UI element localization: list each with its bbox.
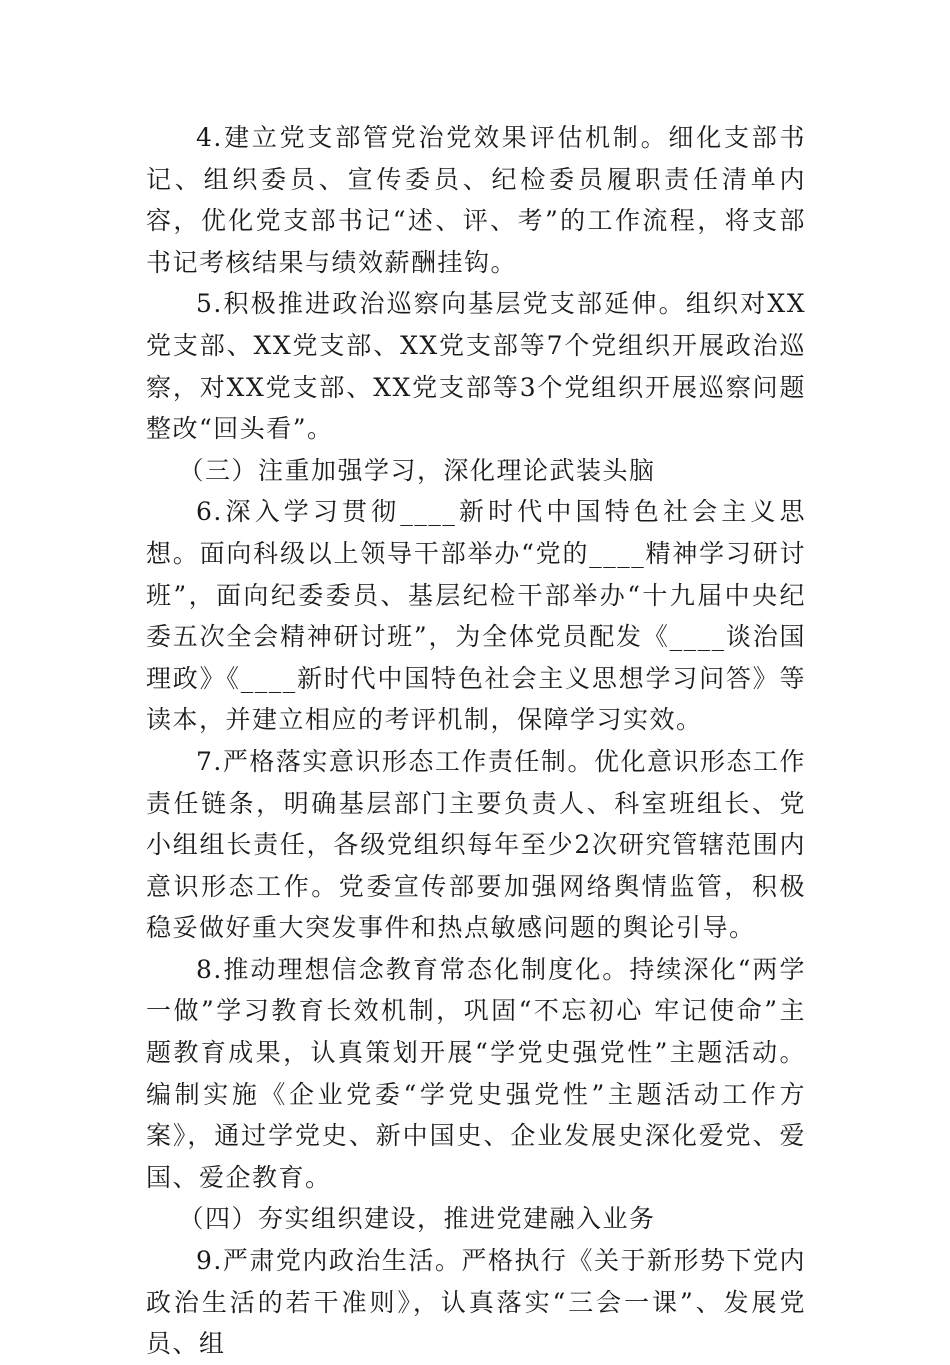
paragraph-5: 5.积极推进政治巡察向基层党支部延伸。组织对XX党支部、XX党支部、XX党支部等7个党组织开展政治巡察，对XX党支部、XX党支部等3个党组织开展巡察问题整改“回头看”。 <box>146 289 806 444</box>
paragraph-9: 9.严肃党内政治生活。严格执行《关于新形势下党内政治生活的若干准则》，认真落实“三会一课”、发展党员、组 <box>146 1246 806 1359</box>
section-heading-3: （三）注重加强学习，深化理论武装头脑 <box>178 455 656 485</box>
document-body <box>146 117 806 1365</box>
paragraph-4: 4.建立党支部管党治党效果评估机制。细化支部书记、组织委员、宣传委员、纪检委员履职责任清单内容，优化党支部书记“述、评、考”的工作流程，将支部书记考核结果与绩效薪酬挂钩。 <box>146 123 806 277</box>
section-heading-4: （四）夯实组织建设，推进党建融入业务 <box>178 1204 656 1234</box>
paragraph-7: 7.严格落实意识形态工作责任制。优化意识形态工作责任链条，明确基层部门主要负责人、科室班组长、党小组组长责任，各级党组织每年至少2次研究管辖范围内意识形态工作。党委宣传部要加强网络舆情监管，积极稳妥做好重大突发事件和热点敏感问题的舆论引导。 <box>146 746 806 943</box>
paragraph-8: 8.推动理想信念教育常态化制度化。持续深化“两学一做”学习教育长效机制，巩固“不忘初心 牢记使命”主题教育成果，认真策划开展“学党史强党性”主题活动。编制实施《企业党委“学党史强党性”主题活动工作方案》，通过学党史、新中国史、企业发展史深化爱党、爱国、爱企教育。 <box>146 954 806 1192</box>
paragraph-6: 6.深入学习贯彻____新时代中国特色社会主义思想。面向科级以上领导干部举办“党的____精神学习研讨班”，面向纪委委员、基层纪检干部举办“十九届中央纪委五次全会精神研讨班”，为全体党员配发《____谈治国理政》《____新时代中国特色社会主义思想学习问答》等读本，并建立相应的考评机制，保障学习实效。 <box>146 497 806 735</box>
